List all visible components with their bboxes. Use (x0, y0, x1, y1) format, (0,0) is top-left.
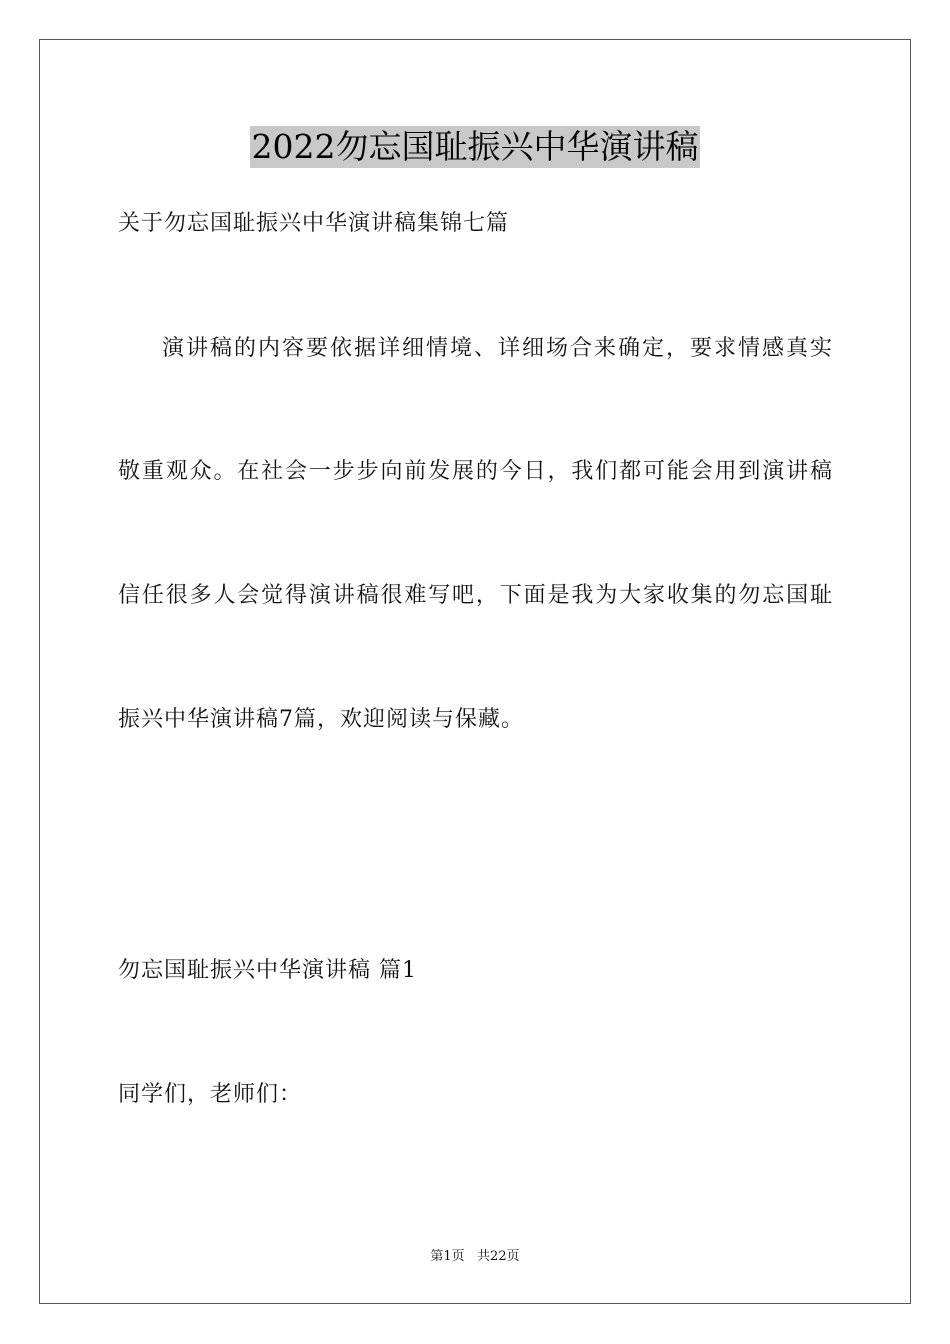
section-heading: 勿忘国耻振兴中华演讲稿 篇1 (118, 958, 417, 983)
intro-line-4: 振兴中华演讲稿7篇，欢迎阅读与保藏。 (118, 707, 524, 732)
intro-line-1: 演讲稿的内容要依据详细情境、详细场合来确定，要求情感真实 (162, 336, 832, 361)
document-subtitle: 关于勿忘国耻振兴中华演讲稿集锦七篇 (118, 211, 510, 236)
greeting: 同学们，老师们： (118, 1082, 303, 1107)
intro-line-3: 信任很多人会觉得演讲稿很难写吧，下面是我为大家收集的勿忘国耻 (118, 583, 832, 608)
title-container (0, 126, 950, 168)
intro-line-2: 敬重观众。在社会一步步向前发展的今日，我们都可能会用到演讲稿 (118, 459, 832, 484)
page-number-footer: 第1页 共22页 (430, 1249, 520, 1264)
document-title: 2022勿忘国耻振兴中华演讲稿 (251, 127, 699, 166)
